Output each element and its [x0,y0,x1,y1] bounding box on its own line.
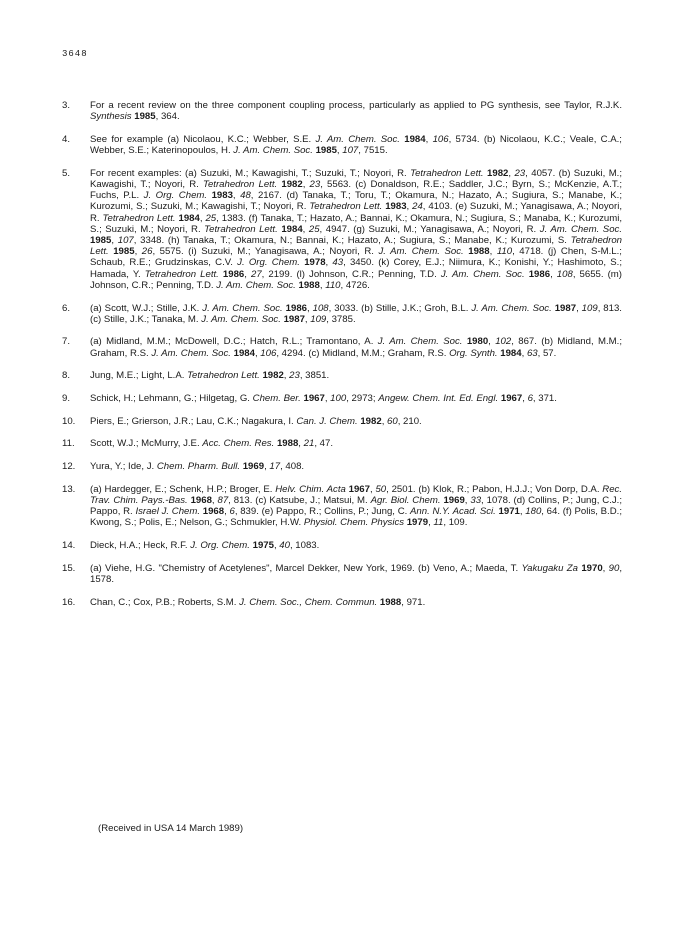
citation-year: 1988 [379,596,402,608]
citation-italic: J. Am. Chem. Soc. [201,313,281,325]
citation-text: , 4947. (g) Suzuki, M.; Yanagisawa, A.; Noyori, R. [319,223,540,235]
citation-text: , [298,438,304,450]
citation-italic: 107 [342,145,359,157]
citation-italic: J. Org. Chem. [143,190,208,202]
citation-italic: J. Am. Chem. Soc. [377,336,463,348]
citation-year: 1968 [202,506,225,518]
citation-year: 1975 [252,540,274,552]
reference-number: 9. [62,393,71,405]
citation-year: 1985 [113,246,135,258]
citation-text: , 4718. (j) Chen, S-M.L.; Schaub, R.E.; Grudzinskas, C.V. [90,246,622,269]
citation-italic: Physiol. Chem. Physics [303,517,405,529]
reference-text [90,336,622,358]
page-number: 3648 [62,49,88,59]
citation-text: , [211,495,218,507]
citation-year: 1984 [233,347,255,359]
citation-italic: 107 [117,235,134,247]
citation-text: , [602,562,609,574]
reference-number: 10. [62,415,76,427]
citation-text: (a) Scott, W.J.; Stille, J.K. [90,302,203,314]
citation-year: 1967 [500,393,523,405]
citation-text: , [307,302,313,314]
citation-year: 1988 [468,246,490,258]
citation-text: , 2501. (b) Klok, R.; Pabon, H.J.J.; Von Dorp, D.A. [386,483,603,495]
citation-italic: J. Am. Chem. Soc. [216,279,296,291]
citation-text: , [283,370,290,382]
citation-italic: 63 [526,347,538,359]
citation-year: 1982 [487,167,509,179]
citation-italic: Tetrahedron Lett. [309,201,383,213]
citation-text: , 867. (b) Midland, M.M.; Graham, R.S. [90,336,622,359]
citation-text: , [111,235,118,247]
citation-text: , [302,179,310,191]
citation-text: , 364. [155,111,180,123]
citation-year: 1969 [443,495,465,507]
citation-text: , 1078. (d) Collins, P.; Jung, C.J.; Pappo, R. [90,495,622,518]
citation-year: 1986 [528,268,551,280]
citation-year: 1988 [276,438,299,450]
citation-italic: 109 [581,302,598,314]
citation-text: , 57. [537,347,557,359]
citation-italic: 48 [240,190,251,202]
citation-italic: Tetrahedron Lett. [204,223,278,235]
citation-text: , [576,302,582,314]
citation-italic: 109 [310,313,327,325]
citation-italic: 25 [205,212,217,224]
citation-italic: 6 [527,393,533,405]
citation-italic: 24 [412,201,423,213]
reference-item [62,303,622,325]
citation-text: Piers, E.; Grierson, J.R.; Lau, C.K.; Nagakura, I. [90,415,297,427]
citation-year: 1968 [190,495,212,507]
reference-item [62,540,622,551]
reference-number: 14. [62,540,76,552]
citation-italic: 60 [387,415,398,427]
reference-text [90,303,622,325]
citation-italic: 17 [269,461,281,473]
citation-text: , [273,540,280,552]
citation-text: , [232,190,241,202]
citation-text: , [224,506,230,518]
citation-text: , 813. (c) Katsube, J.; Matsui, M. [228,495,371,507]
citation-year: 1985 [90,235,112,247]
citation-text: , 64. (f) Polis, B.D.; Kwong, S.; Polis, E.; Nelson, G.; Schmukler, H.W. [90,506,622,529]
reference-item [62,393,622,404]
citation-text: , 2973; [346,393,379,405]
reference-text [90,134,622,156]
citation-italic: 27 [250,268,262,280]
citation-year: 1967 [303,393,325,405]
citation-text: , [369,483,376,495]
citation-italic: 108 [312,302,329,314]
citation-year: 1984 [500,347,522,359]
citation-text: , [381,415,388,427]
citation-text: , [324,393,331,405]
citation-italic: 43 [332,257,344,269]
reference-text [90,438,622,449]
citation-italic: Chem. Pharm. Bull. [156,461,241,473]
citation-italic: 26 [141,246,153,258]
reference-number: 12. [62,461,76,473]
citation-italic: 100 [330,393,347,405]
citation-text: , 5734. (b) Nicolaou, K.C.; Veale, C.A.; Webber, S.E.; Katerinopoulos, H. [90,133,622,157]
citation-italic: 180 [525,506,542,518]
citation-text: , 5655. (m) Johnson, C.R.; Penning, T.D. [90,268,622,291]
citation-italic: J. Am. Chem. Soc. [202,302,283,314]
reference-number: 15. [62,562,76,574]
citation-text: , 3851. [299,370,330,382]
citation-year: 1982 [262,370,284,382]
citation-text: (a) Viehe, H.G. "Chemistry of Acetylenes", Marcel Dekker, New York, 1969. (b) Veno, A.; Maeda, T. [90,562,522,574]
reference-text [90,540,622,551]
citation-text: , 3033. (b) Stille, J.K.; Groh, B.L. [328,302,472,314]
reference-text [90,461,622,472]
citation-year: 1983 [385,201,407,213]
citation-italic: Israel J. Chem. [135,506,201,518]
citation-year: 1978 [304,257,326,269]
citation-year: 1987 [283,313,305,325]
citation-text: Scott, W.J.; McMurry, J.E. [90,438,203,450]
citation-italic: J. Am. Chem. Soc. [151,347,231,359]
citation-italic: Tetrahedron Lett. [90,235,622,258]
citation-italic: Tetrahedron Lett. [202,179,278,191]
citation-italic: 23 [289,370,300,382]
citation-italic: 90 [608,562,620,574]
citation-italic: Ann. N.Y. Acad. Sci. [410,506,496,518]
citation-text: Yura, Y.; Ide, J. [90,461,157,473]
citation-text: , 210. [397,415,422,427]
citation-italic: Tetrahedron Lett. [187,370,260,382]
citation-text: , 3450. (k) Corey, E.J.; Niimura, K.; Konishi, Y.; Hashimoto, S.; Hamada, Y. [90,257,622,280]
citation-italic: 11 [433,517,444,529]
citation-text: , [428,517,434,529]
citation-text: , 1578. [90,562,622,586]
citation-italic: 106 [432,133,449,145]
reference-item [62,438,622,449]
citation-italic: J. Am. Chem. Soc. [471,302,552,314]
citation-year: 1982 [360,415,382,427]
reference-number: 11. [62,438,75,450]
reference-number: 6. [62,302,71,314]
citation-text: , 1083. [289,540,320,552]
citation-text: , 813. (c) Stille, J.K.; Tanaka, M. [90,302,622,325]
citation-text: , [254,347,261,359]
citation-text: , 5563. (c) Donaldson, R.E.; Saddler, J.C.; Byrn, S.; McKenzie, A.T.; Fuchs, P.L. [90,179,622,202]
citation-year: 1985 [315,145,337,157]
citation-text: Schick, H.; Lehmann, G.; Hilgetag, G. [90,393,253,405]
citation-text: , 371. [532,393,557,405]
citation-text: , [522,393,528,405]
citation-italic: 87 [217,495,229,507]
citation-text: , 109. [443,517,468,529]
citation-text: , [199,212,206,224]
citation-text: , 7515. [358,145,388,157]
citation-year: 1988 [298,279,320,291]
reference-number: 8. [62,370,71,382]
reference-item [62,563,622,585]
citation-text: , 4057. (b) Suzuki, M.; Kawagishi, T.; Noyori, R. [90,167,623,191]
citation-italic: 102 [495,336,512,348]
citation-italic: Angew. Chem. Int. Ed. Engl. [378,393,499,405]
citation-italic: 40 [279,540,290,552]
citation-text: See for example (a) Nicolaou, K.C.; Webber, S.E. [90,133,316,145]
citation-year: 1984 [404,133,426,145]
citation-text: , 4726. [340,279,370,291]
citation-italic: 23 [309,179,321,191]
citation-italic: J. Am. Chem. Soc. [378,246,464,258]
citation-year: 1984 [281,223,303,235]
reference-number: 13. [62,483,76,495]
citation-text: For recent examples: (a) Suzuki, M.; Kawagishi, T.; Suzuki, T.; Noyori, R. [90,167,411,179]
citation-text: , 971. [401,596,426,608]
citation-text: , 47. [314,438,333,450]
citation-year: 1982 [281,179,303,191]
citation-italic: 21 [303,438,315,450]
reference-text [90,370,622,381]
citation-year: 1983 [211,190,233,202]
reference-item [62,461,622,472]
citation-text: , 2167. (d) Tanaka, T.; Toru, T.; Okamura, N.; Hazato, A.; Sugiura, S.; Manabe, K.; Kurozumi, S.; Suzuki, M.; Kawagishi, T.; Noyori, R. [90,190,622,213]
citation-italic: Tetrahedron Lett. [102,212,176,224]
citation-text: , [319,279,326,291]
reference-item [62,370,622,381]
citation-italic: J. Org. Chem. [190,540,250,552]
citation-text: , 3348. (h) Tanaka, T.; Okamura, N.; Bannai, K.; Hazato, A.; Sugiura, S.; Manabe, K.; Kurozumi, S. [133,235,571,247]
citation-text: Chan, C.; Cox, P.B.; Roberts, S.M. [90,596,240,608]
citation-italic: J. Am. Chem. Soc. [315,133,400,145]
citation-italic: Rec. Trav. Chim. Pays.-Bas. [90,483,623,507]
citation-text: , 3785. [326,313,356,325]
citation-italic: Chem. Ber. [252,393,301,405]
citation-italic: 6 [229,506,235,518]
citation-italic: Synthesis [90,111,132,123]
citation-text: , 2199. (l) Johnson, C.R.; Penning, T.D. [261,268,441,280]
citation-text: , [521,347,527,359]
citation-text: , 5575. (i) Suzuki, M.; Yanagisawa, A.; Noyori, R. [152,246,379,258]
reference-item [62,484,622,529]
citation-year: 1987 [554,302,577,314]
citation-italic: 106 [260,347,277,359]
citation-year: 1970 [581,562,603,574]
citation-text: , [336,145,343,157]
citation-text: , [264,461,270,473]
reference-item [62,336,622,358]
citation-text: , [134,246,142,258]
citation-italic: Can. J. Chem. [296,415,358,427]
citation-italic: 25 [308,223,320,235]
citation-text: , [304,313,311,325]
citation-italic: 108 [556,268,573,280]
reference-item [62,597,622,608]
reference-text [90,416,622,427]
citation-italic: Tetrahedron Lett. [410,167,484,179]
citation-text: , [425,133,433,145]
citation-year: 1986 [285,302,307,314]
citation-year: 1979 [406,517,429,529]
citation-year: 1967 [348,483,370,495]
citation-italic: 23 [514,167,526,179]
citation-text: Jung, M.E.; Light, L.A. [90,370,188,382]
reference-number: 16. [62,596,76,608]
reference-number: 3. [62,100,71,111]
citation-italic: J. Am. Chem. Soc. [539,223,622,235]
citation-year: 1986 [222,268,245,280]
citation-year: 1971 [498,506,520,518]
citation-text: , [488,336,496,348]
reference-item [62,168,622,291]
citation-year: 1984 [178,212,200,224]
citation-italic: Tetrahedron Lett. [144,268,219,280]
citation-text: , [519,506,526,518]
citation-text: , 408. [280,461,305,473]
reference-text [90,484,622,529]
reference-text [90,168,622,291]
reference-item [62,100,622,122]
citation-italic: Helv. Chim. Acta [275,483,346,495]
reference-number: 5. [62,167,71,179]
citation-italic: J. Am. Chem. Soc. [233,145,313,157]
citation-text: , [464,495,471,507]
citation-year: 1969 [242,461,265,473]
reference-text [90,100,622,122]
reference-item [62,416,622,427]
citation-text: , [244,268,251,280]
citation-year: 1980 [466,336,489,348]
citation-text: For a recent review on the three component coupling process, particularly as applied to PG synthesis, see Taylor, R.J.K. [90,100,622,111]
citation-italic: 50 [375,483,387,495]
citation-italic: J. Org. Chem. [237,257,300,269]
citation-italic: 110 [496,246,513,258]
citation-text: , [489,246,497,258]
citation-italic: Acc. Chem. Res. [202,438,275,450]
reference-item [62,134,622,156]
reference-text [90,597,622,608]
citation-italic: 33 [470,495,482,507]
citation-text: Dieck, H.A.; Heck, R.F. [90,540,191,552]
citation-italic: 110 [325,279,341,291]
citation-italic: Agr. Biol. Chem. [370,495,441,507]
citation-text: , [508,167,515,179]
reference-text [90,563,622,585]
citation-italic: Org. Synth. [449,347,498,359]
citation-italic: J. Chem. Soc., Chem. Commun. [239,596,378,608]
citation-text: , 1383. (f) Tanaka, T.; Hazato, A.; Bannai, K.; Okamura, N.; Sugiura, S.; Manaba, K.; Kurozumi, S.; Suzuki, M.; Noyori, R. [90,212,622,235]
reference-list [62,100,622,620]
received-date: (Received in USA 14 March 1989) [98,823,244,834]
citation-text: (a) Hardegger, E.; Schenk, H.P.; Broger, E. [90,483,276,495]
reference-number: 7. [62,336,71,348]
citation-italic: J. Am. Chem. Soc. [440,268,525,280]
citation-italic: Yakugaku Za [521,562,578,574]
citation-text: , [406,201,413,213]
citation-text: , 4103. (e) Suzuki, M.; Yanagisawa, A.; Noyori, R. [90,201,622,224]
citation-text: , 839. (e) Pappo, R.; Collins, P.; Jung, C. [234,506,410,518]
citation-text: , [302,223,309,235]
citation-text: , [550,268,557,280]
citation-text: , 4294. (c) Midland, M.M.; Graham, R.S. [276,347,450,359]
citation-text: (a) Midland, M.M.; McDowell, D.C.; Hatch, R.L.; Tramontano, A. [90,336,378,348]
citation-year: 1985 [134,111,156,123]
citation-text: , [325,257,333,269]
reference-text [90,393,622,404]
reference-number: 4. [62,133,71,145]
